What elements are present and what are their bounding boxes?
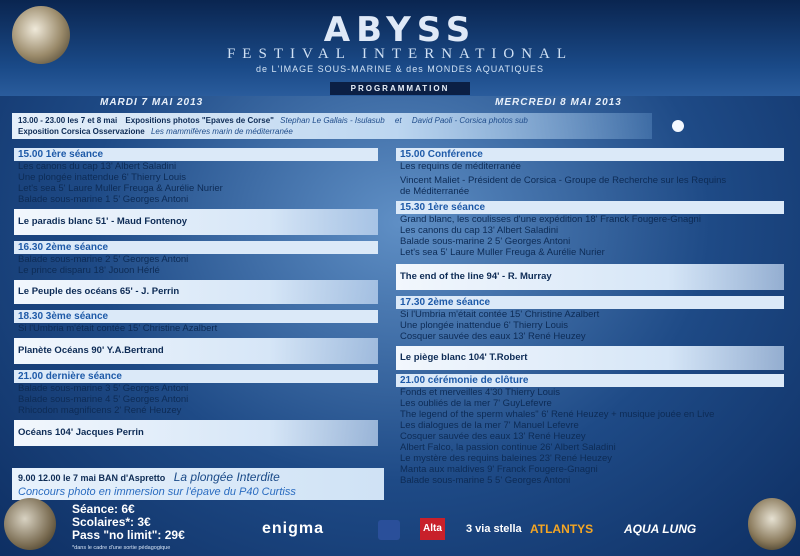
film-entry: Balade sous-marine 5 5' Georges Antoni <box>400 475 571 486</box>
expo-title-1: Expositions photos "Epaves de Corse" <box>125 116 274 125</box>
corsica-logo <box>378 520 400 540</box>
programme-label: PROGRAMMATION <box>330 82 470 95</box>
price-note: *dans le cadre d'une sortie pédagogique <box>72 545 171 551</box>
dive-event-desc: Concours photo en immersion sur l'épave du P40 Curtiss <box>18 486 296 498</box>
enigma-logo: enigma <box>262 520 325 537</box>
section-heading: 21.00 cérémonie de clôture <box>396 374 784 387</box>
film-entry: Manta aux maldives 9' Franck Fougere-Gnagni <box>400 464 598 475</box>
film-entry: Le mystère des requins baleines 23' René Heuzey <box>400 453 612 464</box>
expo-and: et <box>394 116 402 125</box>
feature-film-box: Le piège blanc 104' T.Robert <box>396 346 784 370</box>
expo-author-3: Les mammifères marin de méditerranée <box>150 127 293 136</box>
price-pass: Pass "no limit": 29€ <box>72 528 185 542</box>
film-entry: Balade sous-marine 1 5' Georges Antoni <box>18 194 189 205</box>
film-entry: Balade sous-marine 3 5' Georges Antoni <box>18 383 189 394</box>
section-heading: 16.30 2ème séance <box>14 241 378 254</box>
expo-title-2: Exposition Corsica Osservazione <box>18 127 145 136</box>
conference-entry: de Méditerranée <box>400 186 470 197</box>
film-entry: Let's sea 5' Laure Muller Freuga & Aurélie Nurier <box>18 183 223 194</box>
film-entry: Le prince disparu 18' Jouon Hérlé <box>18 265 160 276</box>
expo-author-1: Stephan Le Gallais - Isulasub <box>280 116 385 125</box>
aqualung-logo: AQUA LUNG <box>624 522 697 536</box>
film-entry: Si l'Umbria m'était contée 15' Christine Azalbert <box>400 309 600 320</box>
section-heading: 15.30 1ère séance <box>396 201 784 214</box>
price-scolaires: Scolaires*: 3€ <box>72 515 151 529</box>
festival-title: FESTIVAL INTERNATIONAL <box>226 46 574 62</box>
feature-film-box: Océans 104' Jacques Perrin <box>14 420 378 446</box>
via-stella-logo: 3 via stella <box>466 523 522 535</box>
alta-logo: Alta <box>420 518 445 540</box>
tuesday-column <box>14 148 378 446</box>
price-seance: Séance: 6€ <box>72 502 135 516</box>
section-heading: 17.30 2ème séance <box>396 296 784 309</box>
film-entry: Balade sous-marine 2 5' Georges Antoni <box>400 236 571 247</box>
film-entry: The legend of the sperm whales" 6' René Heuzey + musique jouée en Live <box>400 409 715 420</box>
film-entry: Les canons du cap 13' Albert Saladini <box>18 161 177 172</box>
film-entry: Les dialogues de la mer 7' Manuel Lefevre <box>400 420 579 431</box>
abyss-logo: ABYSS <box>323 10 477 50</box>
wednesday-column <box>396 148 784 486</box>
expo-time: 13.00 - 23.00 les 7 et 8 mai <box>18 116 118 125</box>
sponsor-logos <box>0 514 800 544</box>
film-entry: Une plongée inattendue 6' Thierry Louis <box>400 320 569 331</box>
section-heading: 15.00 1ère séance <box>14 148 378 161</box>
film-entry: Une plongée inattendue 6' Thierry Louis <box>18 172 187 183</box>
expo-author-2: David Paoli - Corsica photos sub <box>411 116 528 125</box>
bubble-dot <box>672 120 684 132</box>
film-entry: Albert Falco, la passion continue 26' Albert Saladini <box>400 442 616 453</box>
feature-film-box: Le Peuple des océans 65' - J. Perrin <box>14 280 378 304</box>
film-entry: Les oubliés de la mer 7' GuyLefevre <box>400 398 552 409</box>
film-entry: Si l'Umbria m'était contée 15' Christine Azalbert <box>18 323 218 334</box>
dive-event-title: La plongée Interdite <box>173 470 280 484</box>
film-entry: Cosquer sauvée des eaux 13' René Heuzey <box>400 431 586 442</box>
section-heading: 18.30 3ème séance <box>14 310 378 323</box>
section-heading: 15.00 Conférence <box>396 148 784 161</box>
film-entry: Grand blanc, les coulisses d'une expédition 18' Franck Fougere-Gnagni <box>400 214 701 225</box>
film-entry: Cosquer sauvée des eaux 13' René Heuzey <box>400 331 586 342</box>
film-entry: Rhicodon magnificens 2' René Heuzey <box>18 405 182 416</box>
feature-film-box: The end of the line 94' - R. Murray <box>396 264 784 290</box>
day1-label: MARDI 7 MAI 2013 <box>100 97 204 108</box>
film-entry: Balade sous-marine 4 5' Georges Antoni <box>18 394 189 405</box>
conference-entry: Les requins de méditerranée <box>400 161 521 172</box>
feature-film-box: Le paradis blanc 51' - Maud Fontenoy <box>14 209 378 235</box>
conference-entry: Vincent Maliet - Président de Corsica - Groupe de Recherche sur les Requins <box>400 175 727 186</box>
section-heading: 21.00 dernière séance <box>14 370 378 383</box>
film-entry: Let's sea 5' Laure Muller Freuga & Aurélie Nurier <box>400 247 605 258</box>
film-entry: Les canons du cap 13' Albert Saladini <box>400 225 559 236</box>
feature-film-box: Planète Océans 90' Y.A.Bertrand <box>14 338 378 364</box>
film-entry: Fonds et merveilles 4'30 Thierry Louis <box>400 387 561 398</box>
dive-event-box <box>12 468 384 500</box>
festival-subtitle: de L'IMAGE SOUS-MARINE & des MONDES AQUATIQUES <box>255 64 545 74</box>
dive-event-time: 9.00 12.00 le 7 mai BAN d'Aspretto <box>18 473 166 483</box>
exhibitions-box <box>12 113 652 139</box>
day2-label: MERCREDI 8 MAI 2013 <box>495 97 622 108</box>
film-entry: Balade sous-marine 2 5' Georges Antoni <box>18 254 189 265</box>
atlantys-logo: ATLANTYS <box>530 522 594 536</box>
